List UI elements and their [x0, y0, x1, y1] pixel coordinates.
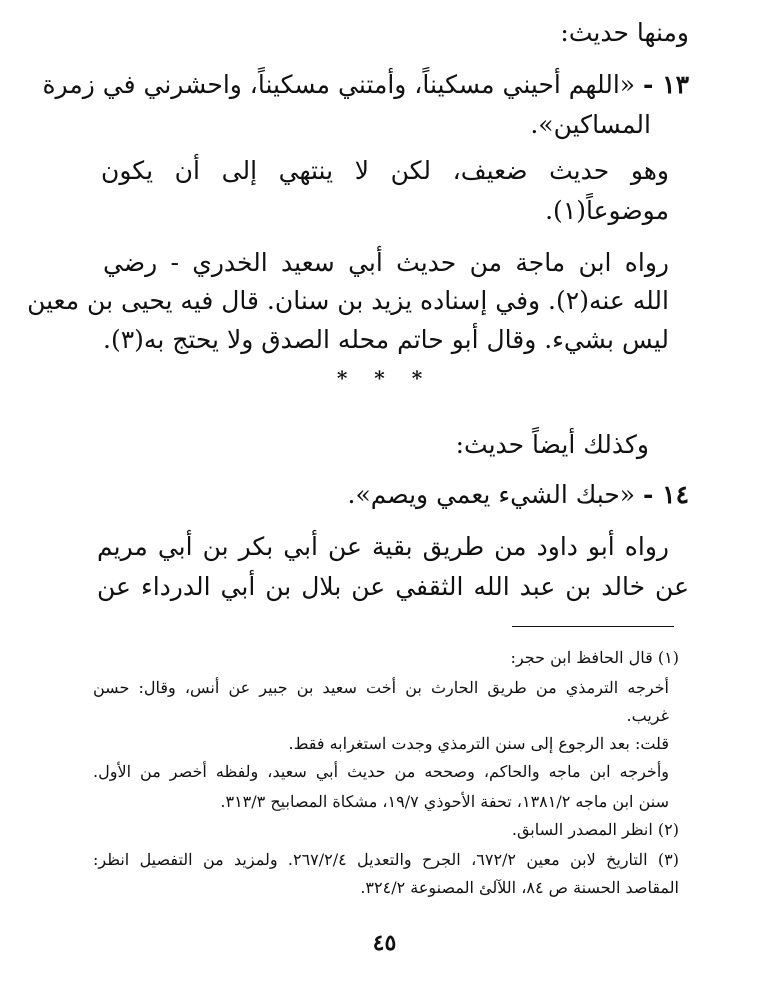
footnote-3-line-1: (٣) التاريخ لابن معين ٦٧٢/٢، الجرح والتعديل ٢٦٧/٢/٤. ولمزيد من التفصيل انظر:: [93, 850, 679, 869]
footnote-1-line-5: وأخرجه ابن ماجه والحاكم، وصححه من حديث أبي سعيد، ولفظه أخصر من الأول.: [93, 762, 669, 781]
section-separator-stars: * * *: [336, 366, 433, 390]
hadith-13-line-2: المساكين».: [530, 110, 651, 139]
footnote-1-line-2: أخرجه الترمذي من طريق الحارث بن أخت سعيد بن جبير عن أنس، وقال: حسن: [93, 678, 669, 697]
hadith-13-line-1: [42, 70, 689, 99]
hadith-13-number: ١٣ -: [643, 70, 689, 99]
footnote-1-heading: (١) قال الحافظ ابن حجر:: [510, 648, 679, 667]
footnote-1-line-4: قلت: بعد الرجوع إلى سنن الترمذي وجدت استغرابه فقط.: [288, 734, 669, 753]
hadith-14-text: «حبك الشيء يعمي ويصم».: [347, 480, 636, 509]
hadith-14-number: ١٤ -: [643, 480, 689, 509]
footnote-1-line-6: سنن ابن ماجه ١٣٨١/٢، تحفة الأحوذي ١٩/٧، مشكاة المصابيح ٣١٣/٣.: [220, 792, 669, 811]
intro-text-1: ومنها حديث:: [560, 18, 689, 47]
paragraph-2-line-2: الله عنه(٢). وفي إسناده يزيد بن سنان. قال فيه يحيى بن معين: [27, 286, 669, 315]
footnote-1-line-3: غريب.: [626, 706, 669, 725]
paragraph-2-line-3: ليس بشيء. وقال أبو حاتم محله الصدق ولا يحتج به(٣).: [103, 325, 669, 354]
paragraph-3-line-1: رواه أبو داود من طريق بقية عن أبي بكر بن أبي مريم: [97, 532, 669, 561]
paragraph-1-line-2: موضوعاً(١).: [545, 196, 669, 225]
page-number: ٤٥: [372, 930, 397, 956]
paragraph-2-line-1: رواه ابن ماجة من حديث أبي سعيد الخدري - رضي: [103, 248, 669, 277]
footnote-2: (٢) انظر المصدر السابق.: [511, 820, 679, 839]
intro-text-2: وكذلك أيضاً حديث:: [455, 430, 649, 459]
hadith-14-line: [348, 480, 689, 509]
paragraph-1-line-1: وهو حديث ضعيف، لكن لا ينتهي إلى أن يكون: [101, 156, 669, 185]
hadith-13-text-1: «اللهم أحيني مسكيناً، وأمتني مسكيناً، واحشرني في زمرة: [42, 70, 636, 99]
paragraph-3-line-2: عن خالد بن عبد الله الثقفي عن بلال بن أبي الدرداء عن: [97, 572, 689, 601]
footnote-separator: [512, 626, 674, 627]
footnote-3-line-2: المقاصد الحسنة ص ٨٤، اللآلئ المصنوعة ٣٢٤/٢.: [360, 878, 679, 897]
